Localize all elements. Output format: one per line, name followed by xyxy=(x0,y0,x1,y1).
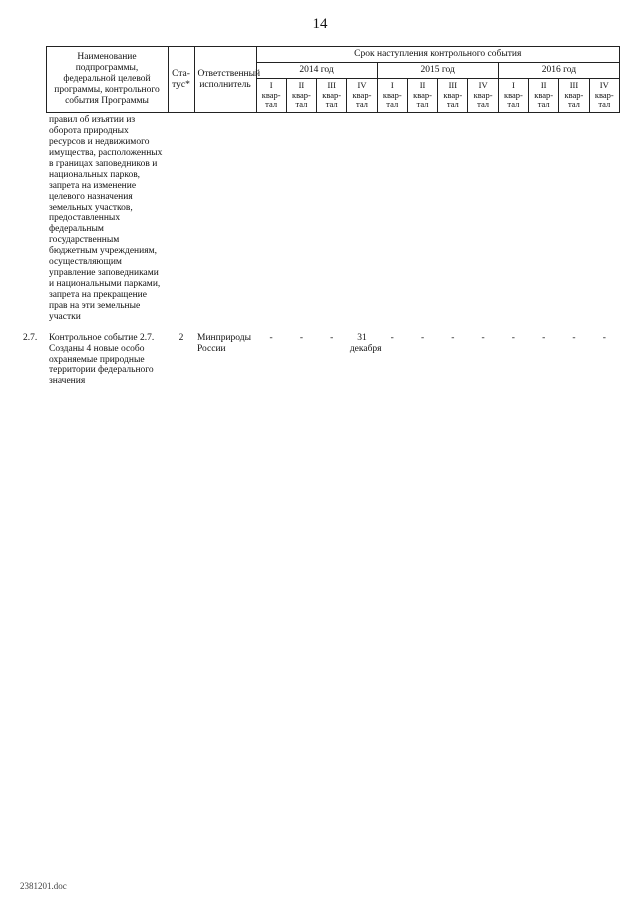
row-quarter-value xyxy=(377,113,407,325)
row-quarter-value: - xyxy=(451,332,455,343)
row-quarter-value xyxy=(286,113,316,325)
quarter-header: IV квар- тал xyxy=(468,78,498,112)
row-quarter-value: - xyxy=(602,332,606,343)
row-executor: Минприроды России xyxy=(197,332,251,354)
row-number: 2.7. xyxy=(23,332,38,343)
row-quarter-value: - xyxy=(511,332,515,343)
quarter-header: III квар- тал xyxy=(438,78,468,112)
row-number xyxy=(20,113,46,325)
year-2014-header: 2014 год xyxy=(256,62,377,78)
row-quarter-value: - xyxy=(390,332,394,343)
row-quarter-value xyxy=(438,113,468,325)
quarter-header: I квар- тал xyxy=(256,78,286,112)
document-id: 2381201.doc xyxy=(20,881,67,891)
row-quarter-value: - xyxy=(572,332,576,343)
table-row xyxy=(20,325,620,390)
quarter-header: I квар- тал xyxy=(377,78,407,112)
row-quarter-value xyxy=(589,113,619,325)
quarter-header: IV квар- тал xyxy=(589,78,619,112)
row-quarter-value xyxy=(559,113,589,325)
row-executor xyxy=(194,113,256,325)
row-quarter-value xyxy=(468,113,498,325)
quarter-header: I квар- тал xyxy=(498,78,528,112)
row-quarter-value xyxy=(317,113,347,325)
year-2015-header: 2015 год xyxy=(377,62,498,78)
row-quarter-value: - xyxy=(420,332,425,343)
year-2016-header: 2016 год xyxy=(498,62,619,78)
quarter-header: IV квар- тал xyxy=(347,78,377,112)
row-quarter-value: - xyxy=(330,332,334,343)
row-quarter-value xyxy=(529,113,559,325)
row-quarter-value: - xyxy=(299,332,303,343)
row-status xyxy=(168,113,194,325)
quarter-header: III квар- тал xyxy=(559,78,589,112)
quarter-header: II квар- тал xyxy=(529,78,559,112)
row-quarter-value: - xyxy=(269,332,273,343)
row-quarter-value: - xyxy=(481,332,485,343)
table-row xyxy=(20,113,620,325)
page-number: 14 xyxy=(312,16,328,32)
row-quarter-value xyxy=(347,113,377,325)
num-header xyxy=(20,47,46,113)
row-quarter-value xyxy=(498,113,528,325)
executor-header: Ответственный исполнитель xyxy=(194,47,256,113)
row-quarter-value xyxy=(407,113,437,325)
quarter-header: II квар- тал xyxy=(407,78,437,112)
quarter-header: II квар- тал xyxy=(286,78,316,112)
control-events-table xyxy=(20,46,620,389)
row-name: Контрольное событие 2.7. Созданы 4 новые особо охраняемые природные территории федерального значения xyxy=(49,332,155,387)
deadline-group-header: Срок наступления контрольного события xyxy=(256,47,620,63)
row-quarter-value xyxy=(256,113,286,325)
quarter-header: III квар- тал xyxy=(317,78,347,112)
row-quarter-value: - xyxy=(542,332,546,343)
row-status: 2 xyxy=(178,332,184,343)
status-header: Ста- тус* xyxy=(168,47,194,113)
name-header: Наименование подпрограммы, федеральной целевой программы, контрольного события Программы xyxy=(46,47,168,113)
row-name: правил об изъятии из оборота природных ресурсов и недвижимого имущества, расположенных в границах заповедников и национальных парков, запрета на изменение целевого назначения земельных участков, предоставленных федеральным государственным бюджетным учреждениям, осуществляющим управление заповедниками и национальными парками, запрета на прекращение прав на эти земельные участки xyxy=(49,115,163,322)
row-quarter-value: 31 декабря xyxy=(349,332,382,354)
